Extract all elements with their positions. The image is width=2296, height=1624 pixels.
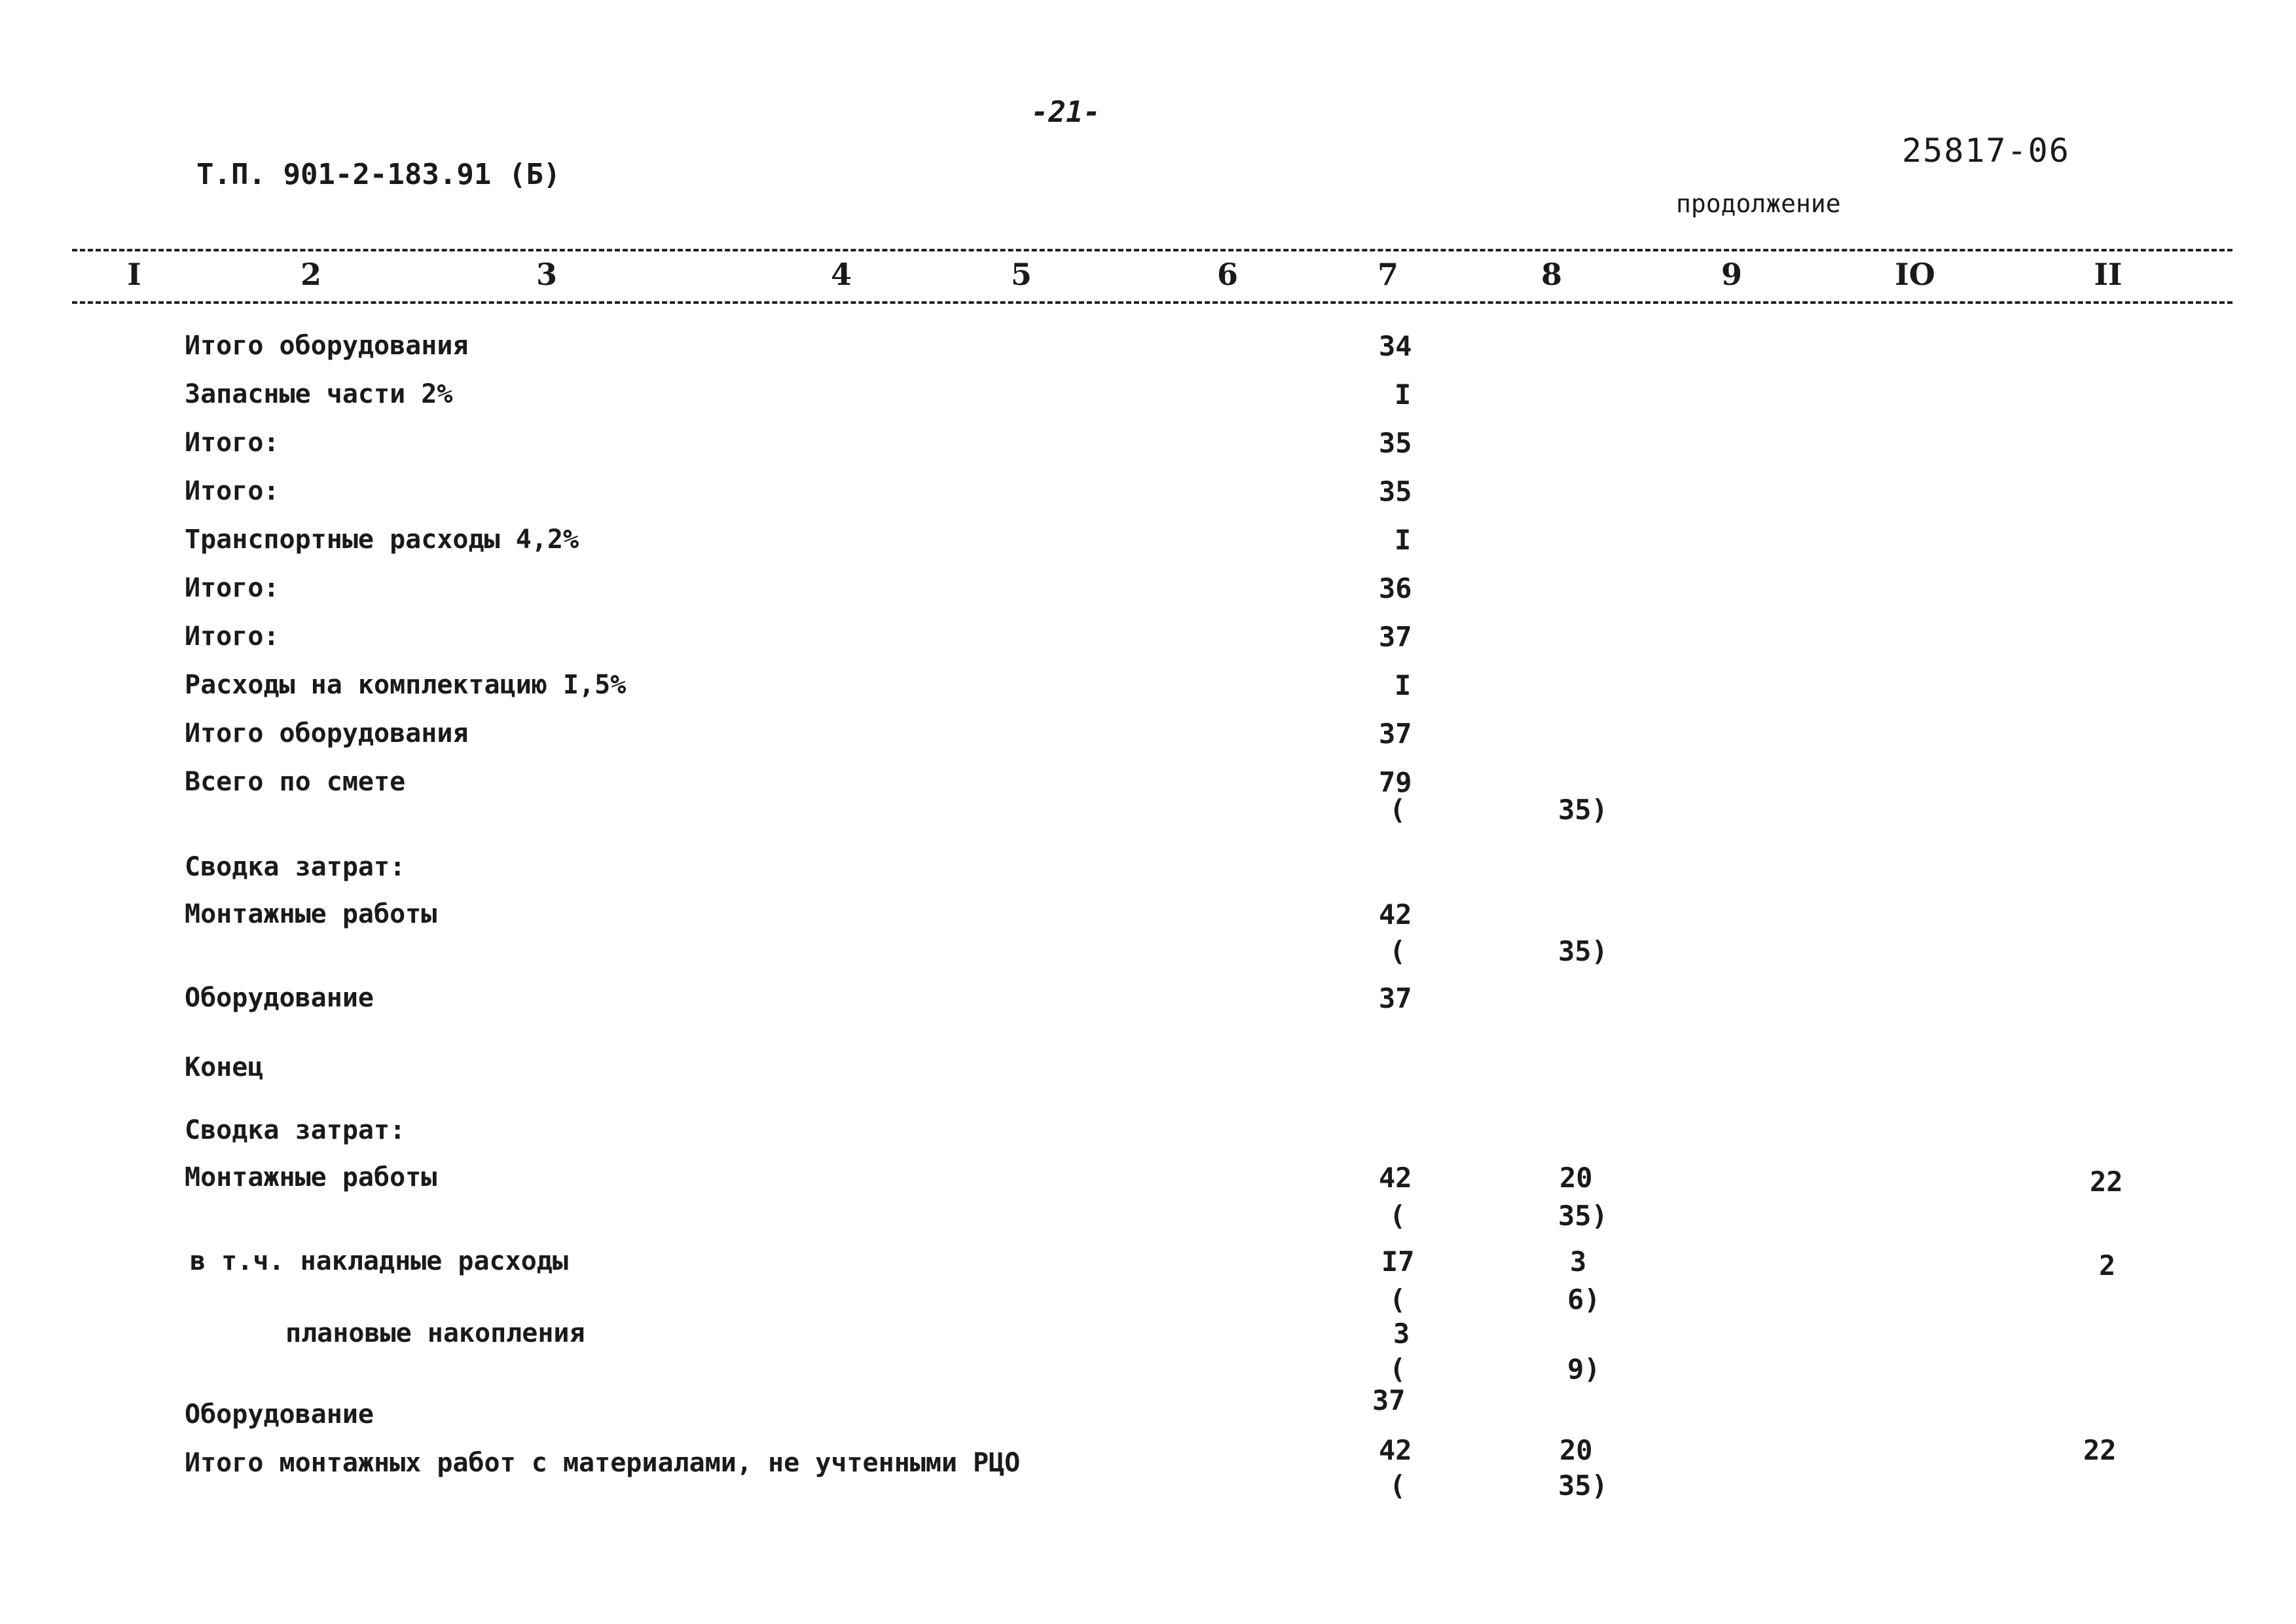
row-label: Итого оборудования [185,331,469,361]
row-label: Транспортные расходы 4,2% [185,525,579,555]
row-value-col7: 35 [1379,475,1412,507]
row-label: Итого: [185,476,280,506]
row-value-col7: 37 [1379,982,1412,1014]
column-number-1: I [127,257,141,292]
row-label: Итого оборудования [185,718,469,748]
row-label: Итого: [185,428,280,458]
row-value-col7: I [1394,378,1412,411]
row-value-col8: 3 [1570,1246,1587,1278]
row-value-col7: 34 [1379,330,1412,362]
row-label: плановые накопления [285,1318,585,1348]
row-value-col7: I7 [1381,1246,1415,1278]
column-number-7: 7 [1377,257,1399,292]
column-number-10: IO [1895,257,1935,292]
row-subvalue-col7: ( [1389,1353,1406,1385]
row-subvalue-col8: 35) [1558,794,1608,826]
row-label: в т.ч. накладные расходы [190,1246,568,1276]
section-label: Конец [185,1052,264,1082]
row-value-col7: 3 [1393,1318,1410,1350]
row-value-col7: 37 [1379,718,1412,750]
row-subvalue-col7: ( [1389,935,1406,967]
row-subvalue-col8: 6) [1567,1283,1601,1316]
column-number-5: 5 [1010,257,1032,292]
row-value-col7: 35 [1379,427,1412,459]
row-label: Итого монтажных работ с материалами, не учтенными РЦО [185,1448,1021,1478]
document-id: 25817-06 [1902,132,2070,170]
row-value-col8: 20 [1559,1434,1593,1466]
row-subvalue-col8: 9) [1567,1353,1601,1385]
row-subvalue-col7: ( [1389,1469,1406,1502]
row-value-col7: 37 [1372,1384,1406,1416]
row-value-col7: 37 [1379,621,1412,653]
table-header-top-rule [72,249,2232,251]
row-value-col7: I [1394,669,1412,701]
table-header-bottom-rule [72,301,2232,304]
row-value-col7: 42 [1379,1162,1412,1194]
page-number: -21- [1031,96,1101,129]
row-label: Монтажные работы [185,1162,437,1192]
row-subvalue-col8: 35) [1558,1200,1608,1232]
column-number-3: 3 [536,257,558,292]
row-label: Итого: [185,573,280,603]
row-value-col7: 42 [1379,898,1412,931]
row-subvalue-col8: 35) [1558,935,1608,967]
section-label: Сводка затрат: [185,852,406,882]
row-value-col7: 36 [1379,572,1412,604]
row-subvalue-col7: ( [1389,794,1406,826]
column-number-8: 8 [1540,257,1563,292]
row-subvalue-col7: ( [1389,1200,1406,1232]
row-label: Расходы на комплектацию I,5% [185,670,627,700]
row-subvalue-col7: ( [1389,1283,1406,1316]
column-number-4: 4 [830,257,852,292]
row-label: Оборудование [185,983,374,1013]
row-value-col7: 42 [1379,1434,1412,1466]
row-value-col7: 79 [1379,766,1412,798]
row-value-col8: 20 [1559,1162,1593,1194]
row-label: Монтажные работы [185,899,437,929]
row-value-col7: I [1394,524,1412,556]
row-label: Оборудование [185,1399,374,1430]
row-label: Запасные части 2% [185,379,453,409]
row-label: Всего по смете [185,767,406,797]
row-label: Итого: [185,621,280,652]
row-value-col11: 22 [2083,1434,2117,1466]
row-subvalue-col8: 35) [1558,1469,1608,1502]
section-label: Сводка затрат: [185,1115,406,1145]
column-number-11: II [2094,257,2123,292]
row-value-col11: 2 [2099,1249,2116,1282]
column-number-6: 6 [1216,257,1239,292]
continuation-label: продолжение [1676,189,1841,218]
row-value-col11: 22 [2090,1166,2123,1198]
column-number-9: 9 [1721,257,1743,292]
column-number-2: 2 [300,257,322,292]
document-code: Т.П. 901-2-183.91 (Б) [196,158,561,191]
